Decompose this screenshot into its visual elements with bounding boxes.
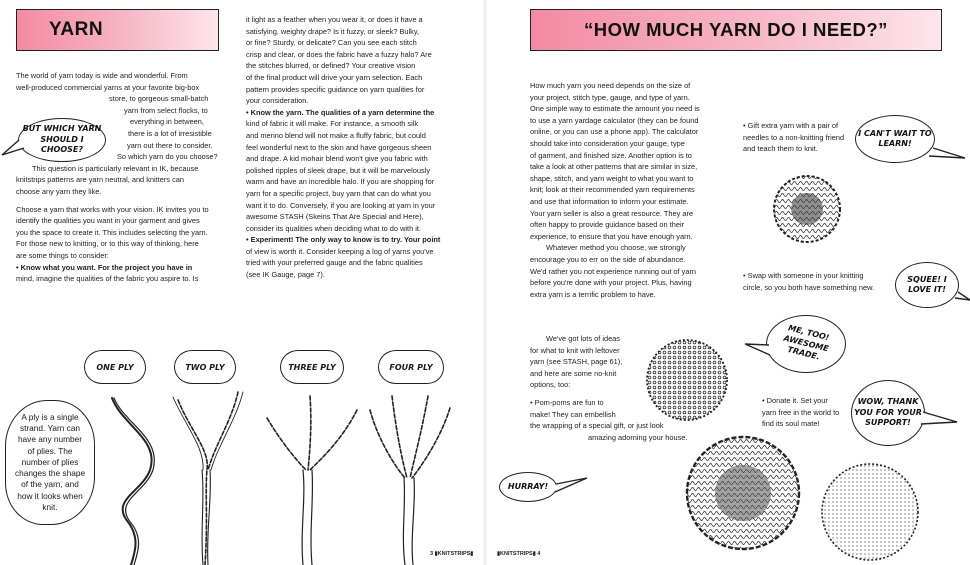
- text-line: • Experiment! The only way to know is to try. Your point: [246, 235, 441, 245]
- text-line: One simple way to estimate the amount you need is: [530, 104, 700, 114]
- ply-explanation-bubble: [5, 400, 95, 525]
- tip-text: • Swap with someone in your knitting circle, so you both have something new.: [743, 271, 875, 292]
- text-line: of view is worth it. Consider keeping a log of yarns you've: [246, 246, 434, 256]
- text-line: The world of yarn today is wide and wonderful. From: [16, 71, 188, 80]
- pom-pom-illustrations: [487, 0, 970, 565]
- text-line: Whatever method you choose, we strongly: [546, 243, 686, 253]
- text-line: everything in between,: [130, 117, 204, 127]
- text-line: and merino blend will not make a fluffy fabric, but could: [246, 130, 426, 140]
- text-line: knitstrips patterns are yarn neutral, and knitters can: [16, 175, 185, 185]
- pom-pom-shaggy: [687, 437, 799, 549]
- text-line: We'd rather you not experience running out of yarn: [530, 266, 697, 276]
- page-number-left: 3 ▮KNITSTRIPS▮: [430, 551, 474, 557]
- text-line: encourage you to err on the side of abundance.: [530, 254, 686, 264]
- text-line: yarn (see STASH, page 61),: [530, 357, 623, 367]
- text-line: and use that information to inform your estimate.: [530, 196, 689, 206]
- text-line: or fine? Sturdy, or delicate? Can you see each stitch: [246, 38, 417, 48]
- left-page: [0, 0, 483, 565]
- one-ply-strand: [112, 398, 154, 565]
- text-line: This question is particularly relevant in IK, because: [32, 163, 199, 173]
- page-title-how-much: “HOW MUCH YARN DO I NEED?”: [584, 19, 888, 40]
- ply-label-text: ONE PLY: [96, 362, 134, 372]
- text-line: and here are some no-knit: [530, 368, 617, 378]
- bubble-text: I CAN'T WAIT TO LEARN!: [858, 128, 932, 148]
- text-line: there is a lot of irresistible: [128, 128, 212, 138]
- text-line: • Pom-poms are fun to: [530, 397, 604, 407]
- text-line: shape, stitch, and yarn weight to what you want to: [530, 173, 694, 183]
- text-line: options, too:: [530, 380, 571, 390]
- text-line: For those new to knitting, or to this way of thinking, here: [16, 239, 199, 249]
- bubble-text: BUT WHICH YARN SHOULD I CHOOSE?: [22, 124, 102, 155]
- right-page: [487, 0, 970, 565]
- text-line: How much yarn you need depends on the size of: [530, 81, 691, 90]
- pom-pom-fluffy: [774, 176, 840, 242]
- text-line: Choose a yarn that works with your vision. IK invites you to: [16, 204, 209, 214]
- ply-note-text: A ply is a single strand. Yarn can have any number of plies. The number of plies changes the shape of the yarn, and how it looks when knit.: [14, 412, 86, 512]
- text-line: satisfying, weighty drape? Is it fuzzy, or sleek? Bulky,: [246, 26, 420, 36]
- text-line: warm and have an incredible halo. If you are shopping for: [246, 177, 435, 187]
- text-line: you the space to create it. This includes selecting the yarn.: [16, 227, 208, 237]
- text-line: the stitches blurred, or defined? Your creative vision: [246, 61, 416, 71]
- text-line: awesome STASH (Skeins That Are Special and Here),: [246, 212, 424, 222]
- bubble-text: ME, TOO! AWESOME TRADE.: [782, 323, 831, 362]
- text-line: yarn out there to consider.: [127, 140, 213, 150]
- text-line: often happy to provide guidance based on their: [530, 220, 685, 230]
- text-line: well-produced commercial yarns at your favorite big-box: [16, 82, 200, 92]
- pom-pom-dotted: [822, 464, 918, 560]
- text-line: identify the qualities you want in your garment and gives: [16, 216, 200, 226]
- text-line: experience, to ensure that you have enough yarn.: [530, 231, 693, 241]
- page-number-right: ▮KNITSTRIPS▮ 4: [497, 551, 541, 557]
- three-ply-strand: [267, 396, 357, 565]
- text-line: kind of fabric it will make. For instance, a smooth silk: [246, 119, 419, 129]
- bubble-text: WOW, THANK YOU FOR YOUR SUPPORT!: [854, 397, 922, 428]
- text-line: before you're done with your project. Plus, having: [530, 278, 692, 288]
- text-line: feel wonderful next to the skin and have gorgeous sheen: [246, 142, 432, 152]
- pom-pom-curly: [647, 340, 727, 420]
- bubble-text: SQUEE! I LOVE IT!: [907, 274, 947, 294]
- text-line: make! They can embellish: [530, 409, 616, 419]
- text-line: the wrapping of a special gift, or just look: [530, 421, 664, 431]
- text-line: should take into consideration your gauge, type: [530, 138, 685, 148]
- text-line: mind, imagine the qualities of the fabric you aspire to. Is: [16, 274, 199, 284]
- text-line: your project, stitch type, gauge, and type of yarn.: [530, 92, 690, 102]
- ply-label-text: FOUR PLY: [389, 362, 433, 372]
- bubble-text: HURRAY!: [507, 481, 549, 491]
- text-line: We've got lots of ideas: [546, 334, 620, 343]
- text-line: amazing adorning your house.: [588, 432, 688, 442]
- text-line: store, to gorgeous small-batch: [109, 94, 209, 104]
- text-line: yarn for a specific project, buy yarn that can do what you: [246, 188, 431, 198]
- text-line: pattern provides specific guidance on yarn qualities for: [246, 84, 425, 94]
- text-line: knit; look at their recommended yarn requirements: [530, 185, 695, 195]
- four-ply-strand: [370, 396, 450, 565]
- two-ply-strand: [173, 392, 243, 565]
- text-line: extra yarn is a terrific problem to have.: [530, 289, 656, 299]
- text-line: polished ripples of sleek drape, but it will be marvelously: [246, 165, 431, 175]
- text-line: tried with your preferred gauge and the fabric qualities: [246, 258, 423, 268]
- text-line: Your yarn seller is also a great resource. They are: [530, 208, 694, 218]
- text-line: it light as a feather when you wear it, or does it have a: [246, 15, 423, 24]
- text-line: take a look at other patterns that are similar in size,: [530, 162, 698, 172]
- text-line: consider its qualities when deciding what to do with it.: [246, 223, 422, 233]
- text-line: your consideration.: [246, 96, 309, 106]
- text-line: (see IK Gauge, page 7).: [246, 270, 325, 280]
- text-line: choose any yarn they like.: [16, 186, 102, 196]
- text-line: • Know the yarn. The qualities of a yarn determine the: [246, 107, 435, 117]
- text-line: of garment, and finished size. Another option is to: [530, 150, 692, 160]
- ply-label-text: TWO PLY: [185, 362, 225, 372]
- text-line: of the final product will drive your yarn selection. Each: [246, 72, 423, 82]
- tip-text: • Donate it. Set your yarn free in the world to find its soul mate!: [762, 396, 840, 429]
- text-line: online, or you can use a phone app). The calculator: [530, 127, 699, 137]
- text-line: want it to do. Conversely, if you are looking at yarn in your: [246, 200, 436, 210]
- text-line: for what to knit with leftover: [530, 345, 620, 355]
- text-line: are some things to consider:: [16, 250, 109, 260]
- tip-text: • Gift extra yarn with a pair of needles to a non-knitting friend and teach them to knit.: [743, 121, 845, 154]
- text-line: • Know what you want. For the project you have in: [16, 262, 193, 272]
- page-title-yarn: YARN: [49, 19, 104, 40]
- text-line: and drape. A kid mohair blend won't give you fabric with: [246, 154, 428, 164]
- text-line: So which yarn do you choose?: [117, 152, 218, 162]
- text-line: yarn from select flocks, to: [124, 105, 208, 115]
- text-line: to use a yarn yardage calculator (they can be found: [530, 115, 699, 125]
- text-line: crisp and clear, or does the fabric have a fuzzy halo? Are: [246, 49, 432, 59]
- ply-label-text: THREE PLY: [288, 362, 336, 372]
